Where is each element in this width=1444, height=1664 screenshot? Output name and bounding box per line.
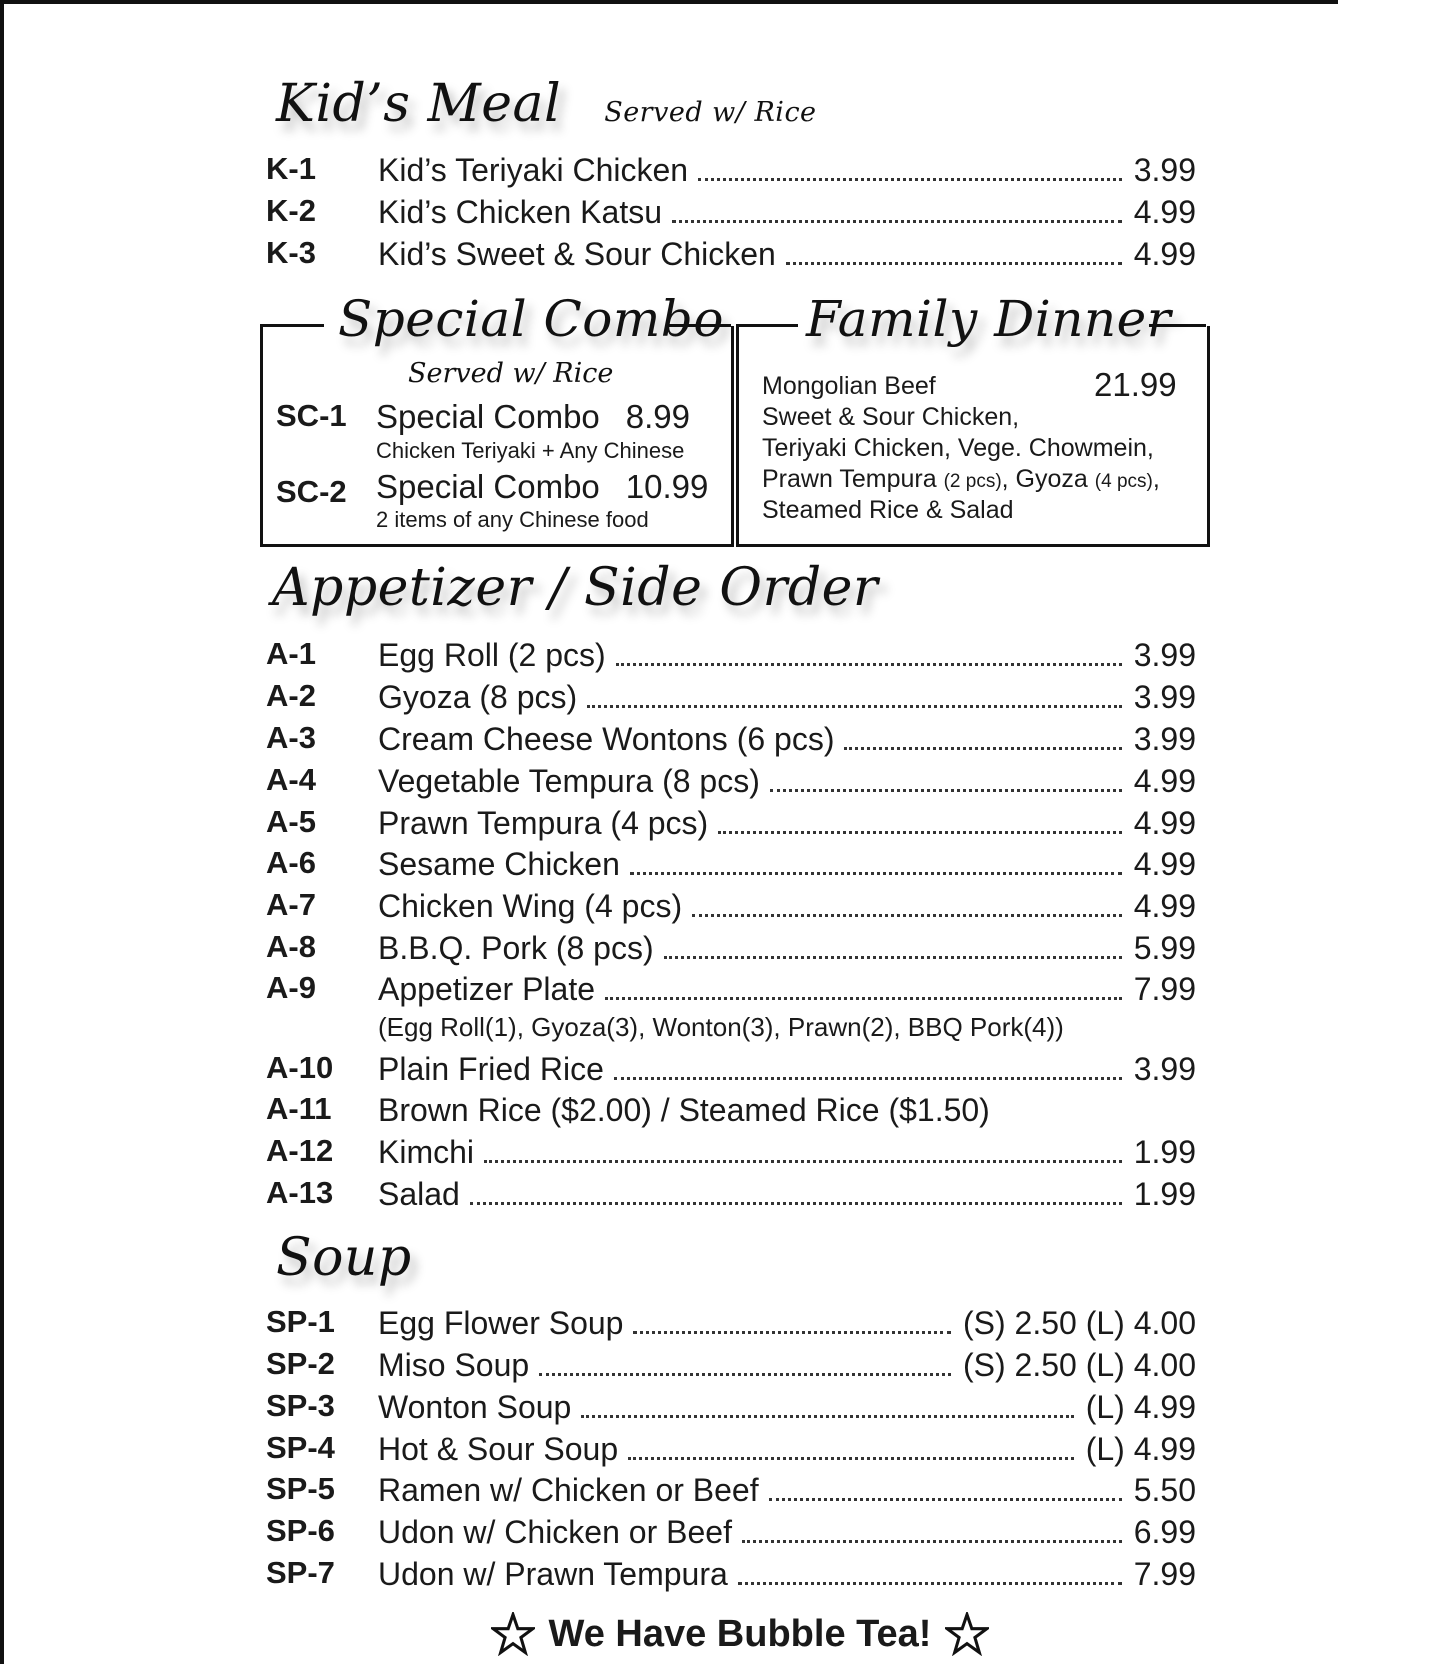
item-name: Kid’s Teriyaki Chicken <box>378 152 689 188</box>
item-name: Kid’s Sweet & Sour Chicken <box>378 236 776 272</box>
item-code: A-10 <box>266 1050 334 1085</box>
item-code: A-1 <box>266 636 316 671</box>
item-price: 3.99 <box>1133 152 1196 188</box>
item-code: SP-3 <box>266 1388 335 1423</box>
kids-meal-subtitle: Served w/ Rice <box>604 97 817 128</box>
dot-leader <box>484 1160 1122 1163</box>
star-icon <box>945 1612 989 1656</box>
item-code: SP-2 <box>266 1346 335 1381</box>
item-price: 4.99 <box>1133 846 1196 882</box>
item-price: 4.99 <box>1133 236 1196 272</box>
item-code: SP-4 <box>266 1430 335 1465</box>
item-name: Prawn Tempura (4 pcs) <box>378 805 709 841</box>
menu-item <box>266 233 1196 275</box>
dot-leader <box>718 831 1122 834</box>
item-price: (S) 2.50 (L) 4.00 <box>963 1347 1196 1383</box>
dot-leader <box>692 914 1122 917</box>
appetizer-heading: Appetizer / Side Order <box>272 558 879 618</box>
item-name: Udon w/ Prawn Tempura <box>378 1556 728 1592</box>
combo-name-line <box>376 468 708 506</box>
family-dinner-line <box>762 465 1160 494</box>
item-code: SP-7 <box>266 1555 335 1590</box>
menu-item <box>266 1386 1196 1428</box>
item-price: (S) 2.50 (L) 4.00 <box>963 1305 1196 1341</box>
menu-item <box>266 1173 1196 1215</box>
item-price: 1.99 <box>1133 1134 1196 1170</box>
family-dinner-line: Steamed Rice & Salad <box>762 496 1014 524</box>
item-code: SP-6 <box>266 1513 335 1548</box>
kids-meal-title: Kid’s Meal <box>276 74 562 134</box>
fd-qty: (4 pcs) <box>1094 471 1153 492</box>
item-name: Wonton Soup <box>378 1389 572 1425</box>
item-price: (L) 4.99 <box>1085 1431 1196 1467</box>
item-code: A-7 <box>266 887 316 922</box>
item-code: A-3 <box>266 720 316 755</box>
soup-heading: Soup <box>276 1228 412 1288</box>
dot-leader <box>844 747 1121 750</box>
family-dinner-title: Family Dinner <box>806 290 1172 348</box>
item-price: 5.50 <box>1133 1472 1196 1508</box>
dot-leader <box>786 262 1122 265</box>
dot-leader <box>738 1582 1122 1585</box>
item-code: SP-1 <box>266 1304 335 1339</box>
item-code: SP-5 <box>266 1471 335 1506</box>
item-price: 7.99 <box>1133 1556 1196 1592</box>
dot-leader <box>630 872 1122 875</box>
dot-leader <box>581 1415 1073 1418</box>
menu-item <box>266 802 1196 844</box>
item-name: Chicken Wing (4 pcs) <box>378 888 683 924</box>
combo-name: Special Combo <box>376 398 600 435</box>
menu-item <box>266 760 1196 802</box>
combo-note: 2 items of any Chinese food <box>376 507 649 532</box>
item-price: 4.99 <box>1133 805 1196 841</box>
dot-leader <box>616 663 1122 666</box>
item-name: Brown Rice ($2.00) / Steamed Rice ($1.50) <box>378 1092 990 1128</box>
menu-item <box>266 1428 1196 1470</box>
menu-item <box>266 191 1196 233</box>
family-dinner-line: Teriyaki Chicken, Vege. Chowmein, <box>762 434 1154 462</box>
dot-leader <box>633 1331 951 1334</box>
menu-item <box>266 634 1196 676</box>
menu-item <box>266 1511 1196 1553</box>
special-combo-subtitle: Served w/ Rice <box>408 358 614 389</box>
menu-item <box>266 927 1196 969</box>
item-price: 3.99 <box>1133 1051 1196 1087</box>
dot-leader <box>605 997 1122 1000</box>
dot-leader <box>470 1202 1122 1205</box>
item-code: A-11 <box>266 1091 332 1126</box>
combo-note: Chicken Teriyaki + Any Chinese <box>376 438 685 463</box>
item-code: A-2 <box>266 678 316 713</box>
item-name: Miso Soup <box>378 1347 530 1383</box>
fd-text: , Gyoza <box>1001 465 1088 493</box>
item-name: Ramen w/ Chicken or Beef <box>378 1472 759 1508</box>
appetizer-plate-note: (Egg Roll(1), Gyoza(3), Wonton(3), Prawn(2), BBQ Pork(4)) <box>378 1012 1064 1042</box>
item-price: 1.99 <box>1133 1176 1196 1212</box>
item-name: Salad <box>378 1176 460 1212</box>
menu-item <box>266 968 1196 1010</box>
fd-text: , <box>1152 465 1160 493</box>
item-name: Hot & Sour Soup <box>378 1431 619 1467</box>
special-combo-title: Special Combo <box>338 290 724 348</box>
menu-item <box>266 149 1196 191</box>
page-border-left <box>0 0 4 1664</box>
item-name: Plain Fried Rice <box>378 1051 604 1087</box>
item-price: (L) 4.99 <box>1085 1389 1196 1425</box>
item-name: Kimchi <box>378 1134 475 1170</box>
dot-leader <box>587 705 1122 708</box>
combo-price: 8.99 <box>625 398 691 435</box>
family-dinner-line: Sweet & Sour Chicken, <box>762 403 1020 431</box>
page-border-top <box>0 0 1338 4</box>
combo-price: 10.99 <box>625 468 709 505</box>
dot-leader <box>672 220 1122 223</box>
dot-leader <box>770 789 1122 792</box>
item-code: K-1 <box>266 151 316 186</box>
fd-qty: (2 pcs) <box>943 471 1002 492</box>
item-name: Cream Cheese Wontons (6 pcs) <box>378 721 835 757</box>
menu-item <box>266 718 1196 760</box>
dot-leader <box>628 1457 1074 1460</box>
item-code: A-9 <box>266 970 316 1005</box>
item-name: Kid’s Chicken Katsu <box>378 194 662 230</box>
item-name: Sesame Chicken <box>378 846 620 882</box>
item-name: Egg Roll (2 pcs) <box>378 637 606 673</box>
bubble-tea-banner <box>480 1612 1000 1656</box>
combo-name: Special Combo <box>376 468 600 505</box>
combo-code: SC-2 <box>276 474 347 509</box>
fd-text: Prawn Tempura <box>762 465 937 493</box>
menu-item <box>266 1553 1196 1595</box>
item-price: 4.99 <box>1133 763 1196 799</box>
menu-item <box>266 676 1196 718</box>
item-price: 7.99 <box>1133 971 1196 1007</box>
combo-code: SC-1 <box>276 398 347 433</box>
item-name: Egg Flower Soup <box>378 1305 624 1341</box>
menu-item <box>266 1048 1196 1090</box>
item-name: Vegetable Tempura (8 pcs) <box>378 763 760 799</box>
family-dinner-line: Mongolian Beef <box>762 372 936 400</box>
menu-item <box>266 1469 1196 1511</box>
item-price: 4.99 <box>1133 888 1196 924</box>
combo-name-line <box>376 398 690 436</box>
menu-item <box>266 1344 1196 1386</box>
item-code: A-12 <box>266 1133 334 1168</box>
family-dinner-price: 21.99 <box>1094 366 1177 403</box>
item-code: A-13 <box>266 1175 334 1210</box>
item-price: 5.99 <box>1133 930 1196 966</box>
dot-leader <box>698 178 1122 181</box>
dot-leader <box>664 956 1122 959</box>
kids-meal-heading <box>276 74 817 134</box>
item-price: 4.99 <box>1133 194 1196 230</box>
item-price: 3.99 <box>1133 679 1196 715</box>
item-code: K-2 <box>266 193 316 228</box>
menu-item <box>266 1302 1196 1344</box>
item-code: A-8 <box>266 929 316 964</box>
dot-leader <box>742 1540 1122 1543</box>
item-code: A-6 <box>266 845 316 880</box>
dot-leader <box>539 1373 951 1376</box>
item-price: 3.99 <box>1133 721 1196 757</box>
item-name: Appetizer Plate <box>378 971 596 1007</box>
item-price: 3.99 <box>1133 637 1196 673</box>
menu-item <box>266 1131 1196 1173</box>
bubble-tea-text: We Have Bubble Tea! <box>548 1612 932 1655</box>
menu-item <box>266 843 1196 885</box>
item-name: B.B.Q. Pork (8 pcs) <box>378 930 654 966</box>
item-name: Gyoza (8 pcs) <box>378 679 578 715</box>
box-top-edge <box>736 324 798 327</box>
item-code: A-4 <box>266 762 316 797</box>
item-name: Udon w/ Chicken or Beef <box>378 1514 732 1550</box>
menu-item <box>266 885 1196 927</box>
star-icon <box>491 1612 535 1656</box>
box-top-edge <box>260 324 324 327</box>
item-code: K-3 <box>266 235 316 270</box>
menu-item <box>266 1089 1196 1131</box>
item-code: A-5 <box>266 804 316 839</box>
dot-leader <box>614 1077 1122 1080</box>
item-price: 6.99 <box>1133 1514 1196 1550</box>
dot-leader <box>769 1498 1122 1501</box>
